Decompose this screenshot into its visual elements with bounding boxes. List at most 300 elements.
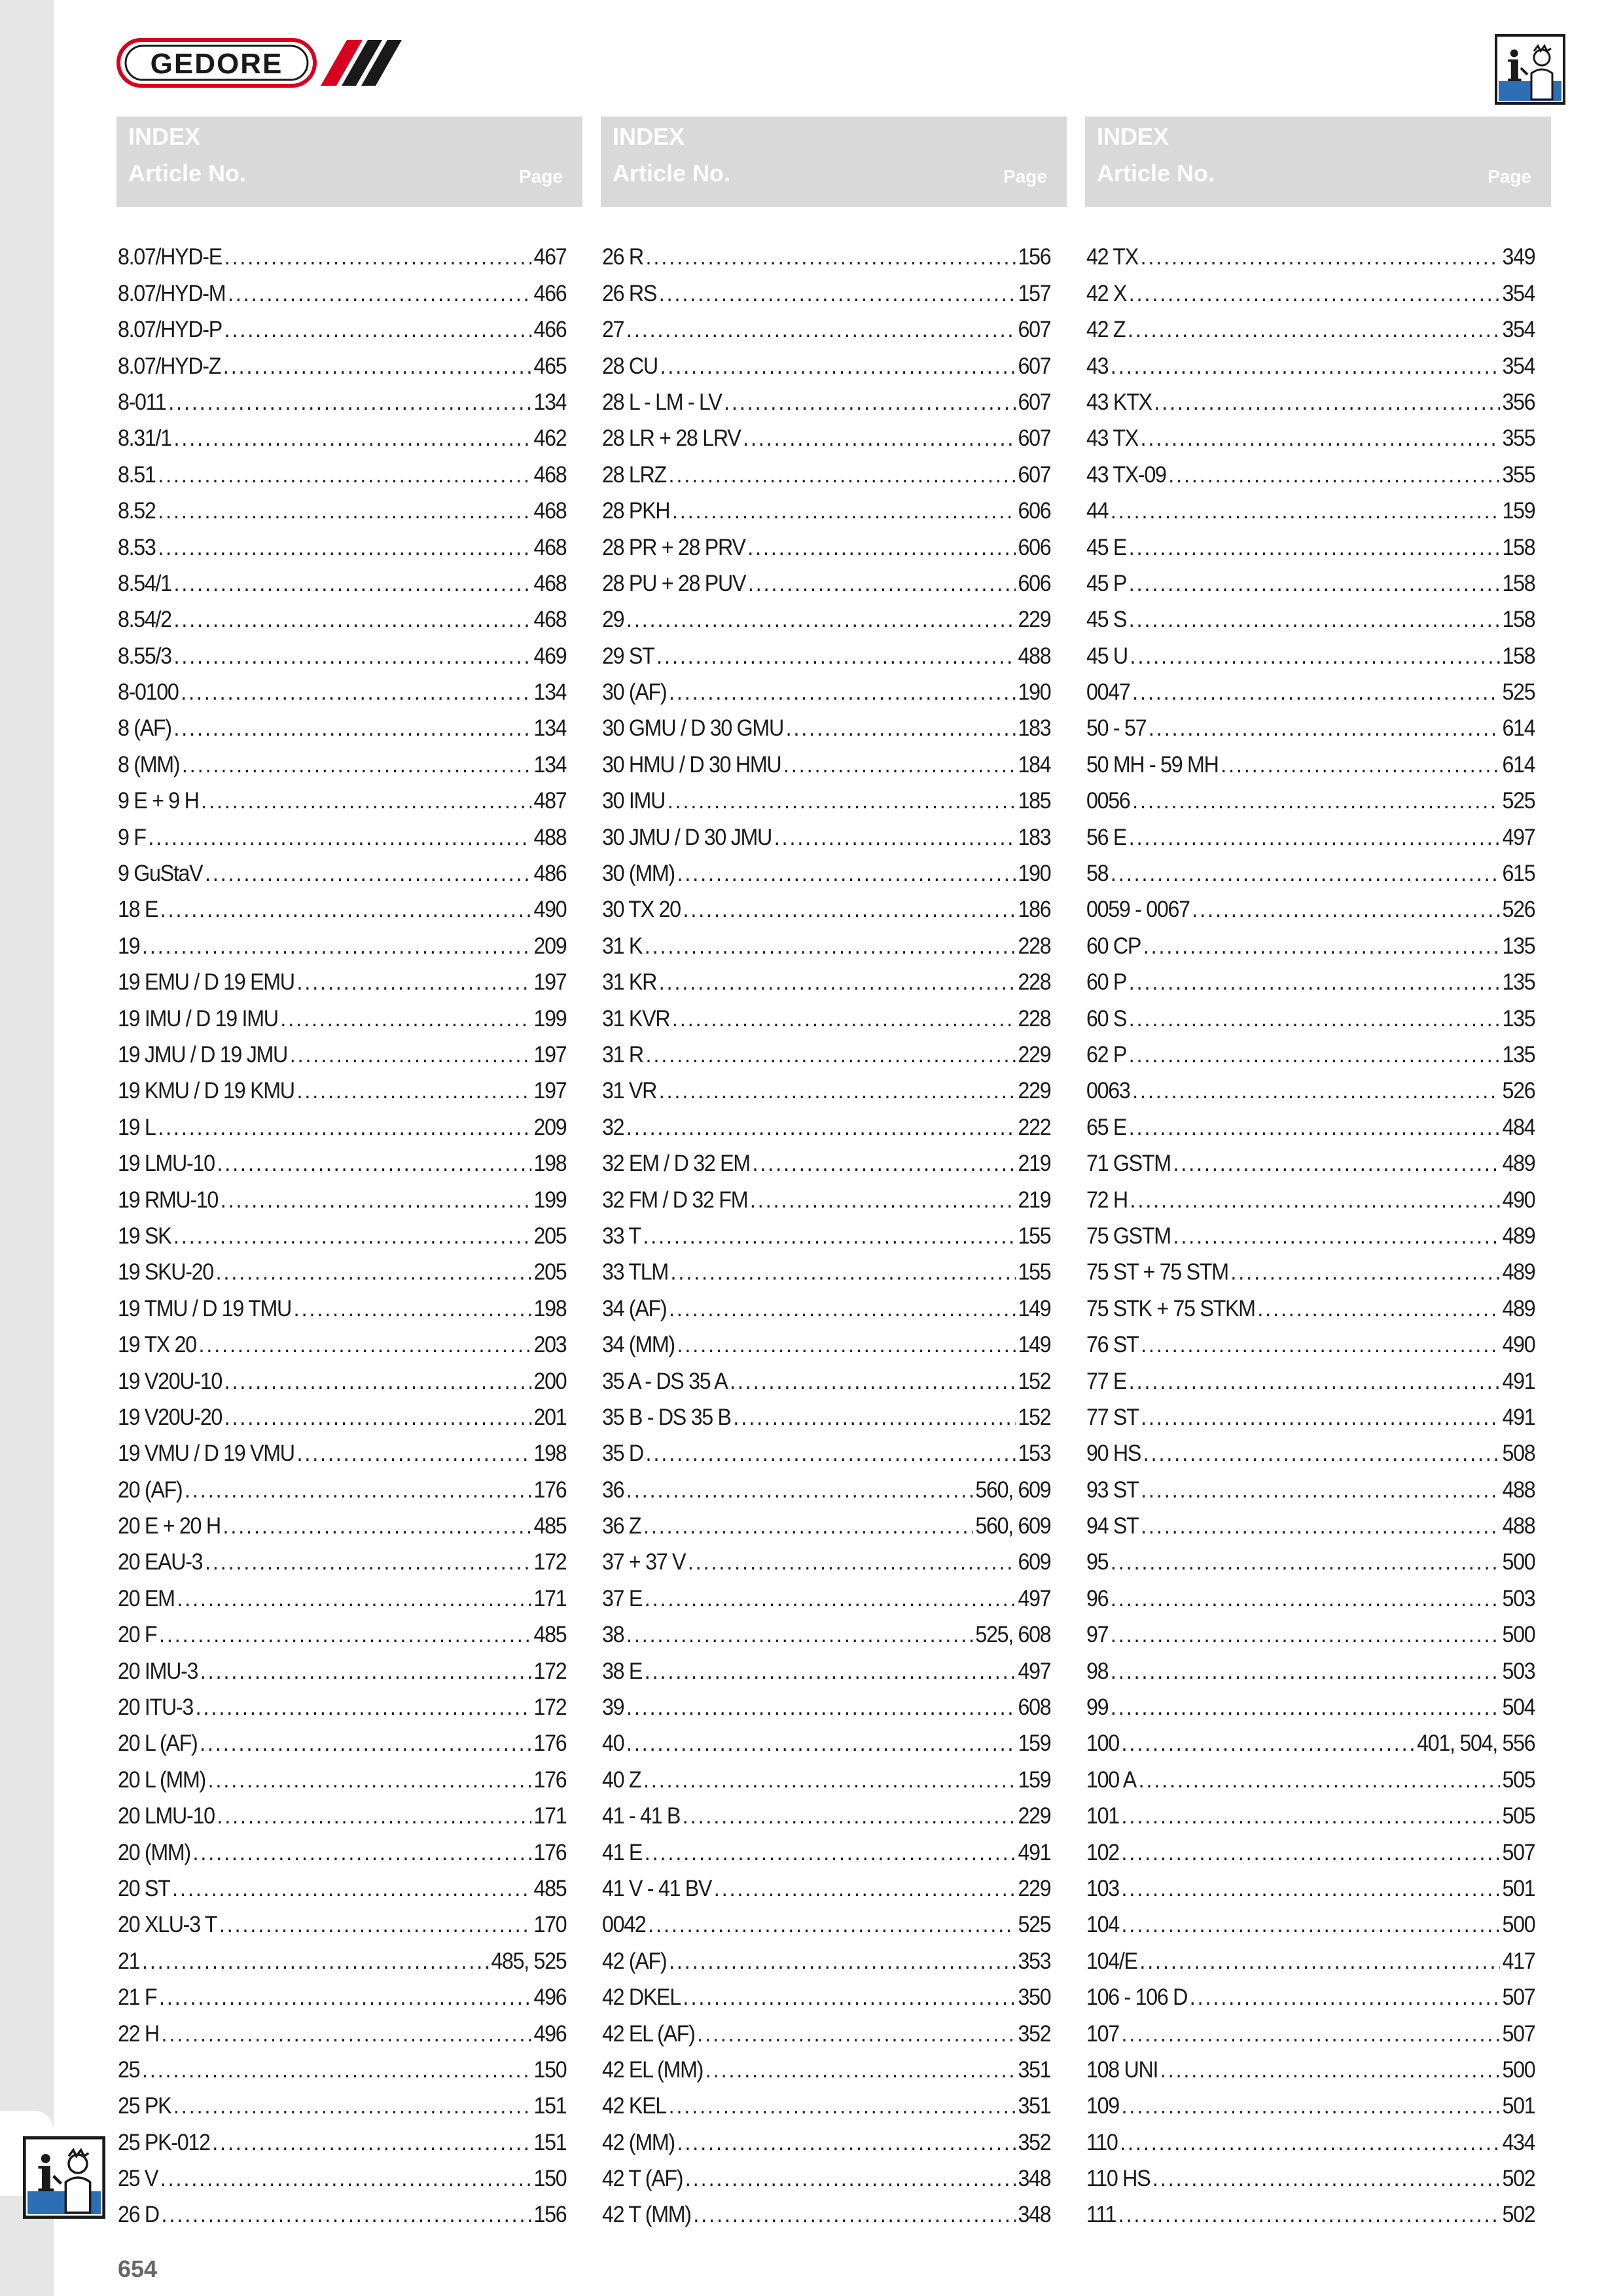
page-reference: 149 [1018, 1295, 1051, 1321]
leader-dots [643, 1767, 1016, 1793]
leader-dots [217, 1803, 531, 1829]
article-number: 8.54/2 [118, 607, 171, 633]
article-number: 45 E [1086, 534, 1127, 560]
page-reference: 205 [533, 1259, 567, 1285]
index-entry [602, 2047, 1050, 2083]
page-reference: 468 [533, 570, 567, 596]
leader-dots [1129, 969, 1500, 996]
index-entry [602, 960, 1050, 996]
page-reference: 488 [533, 824, 567, 850]
leader-dots [296, 1441, 531, 1467]
article-number: 60 S [1086, 1005, 1127, 1031]
article-number: 43 TX [1086, 425, 1138, 452]
index-entry [1086, 1032, 1535, 1068]
index-entry [602, 1032, 1050, 1068]
page-reference: 155 [1018, 1259, 1051, 1285]
leader-dots [173, 643, 531, 670]
index-entry [1086, 234, 1535, 270]
index-entry [602, 1177, 1050, 1213]
article-number: 42 KEL [602, 2093, 666, 2119]
page-reference: 434 [1502, 2129, 1535, 2155]
article-number: 104 [1086, 1912, 1119, 1938]
article-number: 45 S [1086, 607, 1127, 633]
index-entry [118, 1938, 566, 1974]
leader-dots [148, 825, 531, 851]
index-entry [118, 1431, 566, 1467]
page-reference: 176 [533, 1731, 567, 1757]
index-entry [118, 561, 566, 597]
article-number: 99 [1086, 1695, 1109, 1721]
index-header-3 [1085, 117, 1551, 207]
article-number: 102 [1086, 1839, 1119, 1865]
leader-dots [1129, 1369, 1500, 1395]
leader-dots [753, 1151, 1016, 1177]
leader-dots [683, 1984, 1016, 2011]
leader-dots [158, 498, 531, 524]
page-reference: 465 [533, 353, 567, 379]
leader-dots [693, 2202, 1015, 2228]
left-margin-bar [0, 0, 54, 2296]
leader-dots [159, 1984, 531, 2011]
leader-dots [224, 244, 531, 270]
page-reference: 351 [1018, 2056, 1051, 2083]
leader-dots [1129, 825, 1500, 851]
leader-dots [730, 1369, 1016, 1395]
index-entry [602, 1141, 1050, 1177]
index-entry [118, 1503, 566, 1539]
leader-dots [185, 1477, 531, 1503]
page-reference: 157 [1018, 280, 1051, 306]
page-reference: 417 [1502, 1948, 1535, 1974]
svg-text:i: i [1506, 43, 1523, 92]
info-person-icon [22, 2136, 106, 2219]
article-number: 96 [1086, 1585, 1109, 1611]
article-number: 44 [1086, 498, 1109, 524]
page-reference: 201 [533, 1404, 567, 1430]
index-entry [1086, 1685, 1535, 1721]
page-reference: 466 [533, 317, 567, 343]
leader-dots [224, 317, 531, 343]
index-entry [118, 2011, 566, 2047]
article-number: 34 (MM) [602, 1332, 675, 1358]
leader-dots [217, 1151, 531, 1177]
leader-dots [1141, 1477, 1500, 1503]
leader-dots [1111, 353, 1500, 380]
article-number: 19 L [118, 1114, 156, 1140]
index-entry [602, 1575, 1050, 1611]
article-number: 36 [602, 1477, 624, 1503]
index-entry [602, 1395, 1050, 1431]
header-article-label: Article No. [613, 160, 731, 187]
article-number: 71 GSTM [1086, 1151, 1171, 1177]
index-entry [118, 2047, 566, 2083]
page-reference: 153 [1018, 1441, 1051, 1467]
article-number: 29 ST [602, 643, 654, 669]
index-entry [118, 1395, 566, 1431]
index-entry [118, 887, 566, 923]
index-entry [118, 670, 566, 706]
leader-dots [688, 1549, 1016, 1575]
index-entry [1086, 1068, 1535, 1104]
page-reference: 607 [1018, 317, 1051, 343]
page-reference: 151 [533, 2129, 567, 2155]
page-reference: 491 [1502, 1368, 1535, 1394]
page-reference: 203 [533, 1332, 567, 1358]
leader-dots [142, 933, 531, 960]
index-entry [118, 452, 566, 488]
header-article-label: Article No. [128, 160, 247, 187]
leader-dots [205, 861, 531, 887]
page-reference: 607 [1018, 425, 1051, 452]
article-number: 19 VMU / D 19 VMU [118, 1441, 294, 1467]
leader-dots [1129, 607, 1500, 633]
page-reference: 401, 504, 556 [1417, 1731, 1535, 1757]
page-reference: 353 [1018, 1948, 1051, 1974]
index-entry [118, 1902, 566, 1938]
index-entry [118, 1793, 566, 1829]
article-number: 60 P [1086, 969, 1127, 996]
article-number: 43 [1086, 353, 1109, 379]
svg-text:GEDORE: GEDORE [150, 48, 283, 80]
leader-dots [683, 897, 1015, 923]
page-reference: 525 [1018, 1912, 1051, 1938]
page-reference: 503 [1502, 1585, 1535, 1611]
index-entry [118, 1285, 566, 1321]
page-reference: 614 [1502, 715, 1535, 742]
leader-dots [221, 1187, 531, 1213]
article-number: 26 RS [602, 280, 657, 306]
page-reference: 152 [1018, 1404, 1051, 1430]
article-number: 8.07/HYD-M [118, 280, 226, 306]
page-reference: 609 [1018, 1549, 1051, 1575]
article-number: 30 TX 20 [602, 897, 681, 923]
leader-dots [280, 1006, 531, 1032]
article-number: 90 HS [1086, 1441, 1141, 1467]
index-entry [602, 1467, 1050, 1503]
article-number: 8-011 [118, 389, 166, 415]
page-reference: 468 [533, 607, 567, 633]
article-number: 33 T [602, 1223, 641, 1249]
leader-dots [1132, 679, 1500, 706]
article-number: 21 [118, 1948, 140, 1974]
page-reference: 485 [533, 1622, 567, 1648]
index-entry [118, 923, 566, 959]
leader-dots [646, 1042, 1016, 1068]
index-entry [118, 1721, 566, 1757]
page-reference: 209 [533, 933, 567, 959]
index-entry [1086, 1866, 1535, 1902]
leader-dots [656, 643, 1016, 670]
index-entry [602, 1793, 1050, 1829]
article-number: 75 ST + 75 STM [1086, 1259, 1228, 1285]
article-number: 19 SK [118, 1223, 171, 1249]
article-number: 26 R [602, 244, 643, 270]
header-title: INDEX [1097, 123, 1169, 150]
article-number: 20 E + 20 H [118, 1513, 221, 1539]
leader-dots [223, 353, 531, 380]
leader-dots [669, 462, 1016, 488]
index-entry [602, 706, 1050, 742]
article-number: 41 E [602, 1839, 643, 1865]
index-entry [1086, 851, 1535, 887]
index-entry [118, 851, 566, 887]
article-number: 42 TX [1086, 244, 1138, 270]
leader-dots [158, 462, 531, 488]
article-number: 56 E [1086, 824, 1127, 850]
index-entry [1086, 2156, 1535, 2192]
page-reference: 172 [533, 1549, 567, 1575]
page-reference: 198 [533, 1295, 567, 1321]
page-reference: 504 [1502, 1695, 1535, 1721]
leader-dots [173, 607, 531, 633]
page-reference: 171 [533, 1803, 567, 1829]
page-reference: 486 [533, 861, 567, 887]
article-number: 19 TX 20 [118, 1332, 196, 1358]
article-number: 19 V20U-20 [118, 1404, 222, 1430]
index-entry [1086, 2083, 1535, 2119]
leader-dots [1129, 571, 1500, 597]
index-entry [1086, 670, 1535, 706]
leader-dots [173, 2093, 531, 2119]
page-reference: 505 [1502, 1767, 1535, 1793]
leader-dots [1152, 2166, 1500, 2192]
index-entry [1086, 1322, 1535, 1358]
leader-dots [1141, 425, 1500, 452]
index-entry [1086, 270, 1535, 306]
index-entry [118, 778, 566, 814]
article-number: 77 E [1086, 1368, 1127, 1394]
leader-dots [714, 1876, 1016, 1902]
page-reference: 489 [1502, 1223, 1535, 1249]
index-entry [118, 1829, 566, 1865]
index-entry [602, 2119, 1050, 2155]
article-number: 0063 [1086, 1078, 1130, 1104]
index-entry [1086, 814, 1535, 850]
index-column-1 [118, 234, 567, 2228]
article-number: 20 XLU-3 T [118, 1912, 217, 1938]
page-reference: 467 [533, 244, 567, 270]
page-reference: 489 [1502, 1151, 1535, 1177]
page-reference: 497 [1018, 1585, 1051, 1611]
index-entry [602, 778, 1050, 814]
article-number: 31 R [602, 1041, 643, 1067]
page-reference: 190 [1018, 679, 1051, 706]
leader-dots [224, 1369, 531, 1395]
article-number: 20 EM [118, 1585, 175, 1611]
index-entry [1086, 1757, 1535, 1793]
article-number: 28 LRZ [602, 461, 666, 488]
page-reference: 490 [533, 897, 567, 923]
page-reference: 490 [1502, 1187, 1535, 1213]
article-number: 100 [1086, 1731, 1119, 1757]
article-number: 28 CU [602, 353, 658, 379]
leader-dots [172, 1876, 531, 1902]
article-number: 38 E [602, 1658, 643, 1684]
leader-dots [1111, 1695, 1500, 1721]
index-entry [1086, 1177, 1535, 1213]
leader-dots [786, 715, 1016, 742]
page-reference: 355 [1502, 425, 1535, 452]
index-entry [118, 2156, 566, 2192]
article-number: 62 P [1086, 1041, 1127, 1067]
index-entry [602, 2083, 1050, 2119]
leader-dots [1192, 897, 1499, 923]
article-number: 0047 [1086, 679, 1130, 706]
leader-dots [205, 1549, 531, 1575]
article-number: 38 [602, 1622, 624, 1648]
page-reference: 184 [1018, 751, 1051, 778]
leader-dots [697, 2021, 1016, 2047]
leader-dots [1111, 498, 1500, 524]
index-entry [602, 524, 1050, 560]
article-number: 0042 [602, 1912, 646, 1938]
page-reference: 229 [1018, 1078, 1051, 1104]
index-entry [602, 270, 1050, 306]
page-reference: 200 [533, 1368, 567, 1394]
article-number: 25 PK-012 [118, 2129, 210, 2155]
gedore-logo [116, 38, 411, 88]
leader-dots [160, 897, 531, 923]
index-entry [1086, 996, 1535, 1031]
article-number: 42 T (AF) [602, 2166, 683, 2192]
page-reference: 491 [1502, 1404, 1535, 1430]
leader-dots [168, 389, 531, 416]
article-number: 20 L (AF) [118, 1731, 198, 1757]
page-reference: 607 [1018, 461, 1051, 488]
article-number: 29 [602, 607, 624, 633]
page-reference: 185 [1018, 788, 1051, 814]
page-reference: 222 [1018, 1114, 1051, 1140]
index-entry [1086, 1721, 1535, 1757]
article-number: 19 RMU-10 [118, 1187, 219, 1213]
leader-dots [177, 1586, 531, 1612]
index-entry [602, 1829, 1050, 1865]
leader-dots [626, 1695, 1016, 1721]
leader-dots [1257, 1296, 1499, 1322]
leader-dots [294, 1296, 531, 1322]
index-entry [602, 670, 1050, 706]
page-reference: 159 [1502, 498, 1535, 524]
leader-dots [646, 244, 1016, 270]
page-reference: 606 [1018, 534, 1051, 560]
leader-dots [142, 1948, 489, 1975]
leader-dots [1129, 1042, 1500, 1068]
leader-dots [774, 825, 1016, 851]
leader-dots [659, 1078, 1016, 1104]
index-column-3 [1086, 234, 1535, 2228]
index-header-1 [116, 117, 582, 207]
article-number: 8.07/HYD-E [118, 244, 222, 270]
page-reference: 525 [1502, 788, 1535, 814]
index-entry [1086, 2119, 1535, 2155]
article-number: 25 [118, 2056, 140, 2083]
page-reference: 135 [1502, 1005, 1535, 1031]
index-entry [602, 1431, 1050, 1467]
page-reference: 468 [533, 461, 567, 488]
article-number: 30 (AF) [602, 679, 667, 706]
page-reference: 354 [1502, 280, 1535, 306]
article-number: 58 [1086, 861, 1109, 887]
leader-dots [1141, 1405, 1500, 1431]
leader-dots [1221, 752, 1500, 778]
index-entry [1086, 1938, 1535, 1974]
index-entry [1086, 2011, 1535, 2047]
article-number: 30 JMU / D 30 JMU [602, 824, 772, 850]
article-number: 42 X [1086, 280, 1127, 306]
page-reference: 503 [1502, 1658, 1535, 1684]
leader-dots [1139, 1767, 1500, 1793]
article-number: 25 V [118, 2166, 158, 2192]
page-reference: 525 [1502, 679, 1535, 706]
leader-dots [173, 1223, 531, 1249]
article-number: 106 - 106 D [1086, 1984, 1188, 2011]
leader-dots [1154, 389, 1500, 416]
leader-dots [645, 1659, 1016, 1685]
article-number: 9 GuStaV [118, 861, 203, 887]
page-reference: 158 [1502, 643, 1535, 669]
page-reference: 352 [1018, 2129, 1051, 2155]
leader-dots [1141, 244, 1500, 270]
article-number: 8.31/1 [118, 425, 171, 452]
article-number: 8.51 [118, 461, 156, 488]
index-entry [1086, 1829, 1535, 1865]
leader-dots [748, 571, 1016, 597]
article-number: 20 ST [118, 1875, 170, 1901]
page-reference: 150 [533, 2166, 567, 2192]
index-entry [1086, 452, 1535, 488]
page-reference: 171 [533, 1585, 567, 1611]
article-number: 30 GMU / D 30 GMU [602, 715, 783, 742]
article-number: 21 F [118, 1984, 157, 2011]
index-entry [602, 1902, 1050, 1938]
leader-dots [1111, 1659, 1500, 1685]
leader-dots [162, 2021, 531, 2047]
article-number: 42 T (MM) [602, 2202, 691, 2228]
page-reference: 219 [1018, 1187, 1051, 1213]
article-number: 42 DKEL [602, 1984, 681, 2011]
page-reference: 352 [1018, 2020, 1051, 2047]
page-reference: 229 [1018, 1875, 1051, 1901]
index-entry [118, 1213, 566, 1249]
index-entry [118, 1358, 566, 1394]
index-entry [602, 1285, 1050, 1321]
page-reference: 159 [1018, 1767, 1051, 1793]
index-entry [118, 814, 566, 850]
header-page-label: Page [519, 166, 563, 187]
article-number: 20 F [118, 1622, 157, 1648]
article-number: 19 KMU / D 19 KMU [118, 1078, 294, 1104]
article-number: 34 (AF) [602, 1295, 667, 1321]
leader-dots [1143, 1441, 1500, 1467]
leader-dots [626, 1731, 1016, 1757]
page-reference: 348 [1018, 2202, 1051, 2228]
article-number: 45 U [1086, 643, 1128, 669]
page-reference: 525, 608 [975, 1622, 1051, 1648]
index-entry [118, 1539, 566, 1575]
page-reference: 526 [1502, 1078, 1535, 1104]
leader-dots [1129, 281, 1500, 307]
index-entry [1086, 1213, 1535, 1249]
article-number: 28 PU + 28 PUV [602, 570, 746, 596]
index-entry [118, 234, 566, 270]
index-entry [1086, 923, 1535, 959]
index-entry [118, 1866, 566, 1902]
page-reference: 526 [1502, 897, 1535, 923]
page-reference: 485 [533, 1513, 567, 1539]
index-entry [1086, 1503, 1535, 1539]
index-entry [118, 270, 566, 306]
page-reference: 502 [1502, 2166, 1535, 2192]
